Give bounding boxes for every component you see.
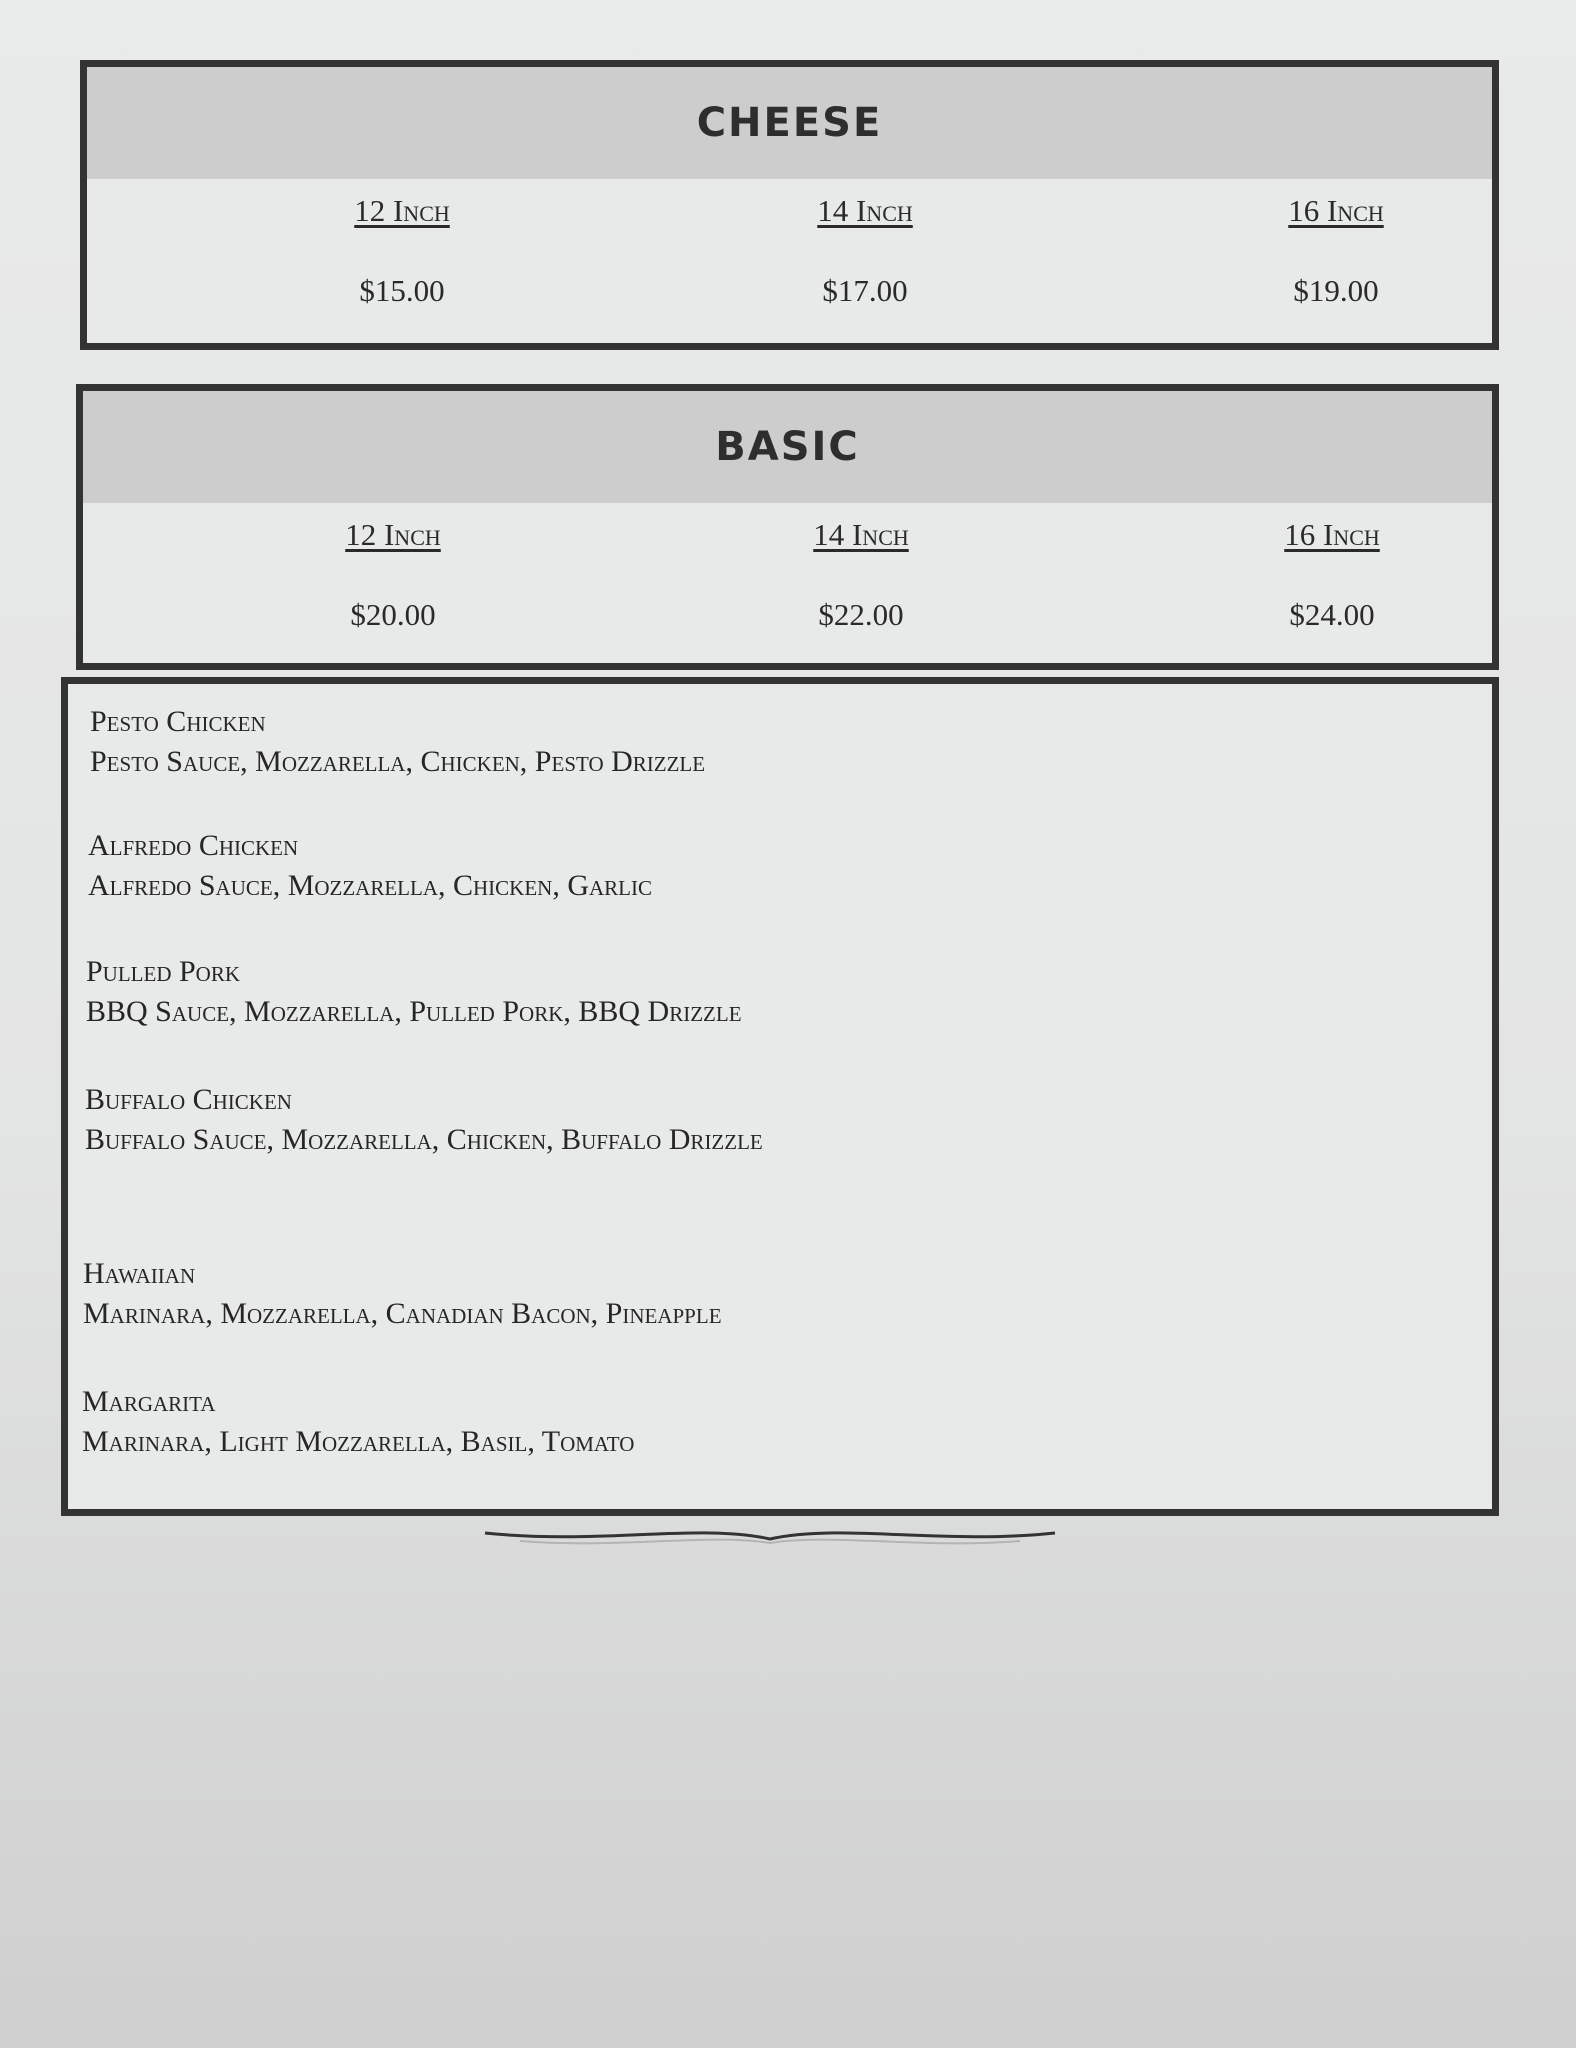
size-label: 12 Inch bbox=[345, 517, 441, 552]
list-item bbox=[85, 1080, 763, 1160]
pizza-name: Margarita bbox=[82, 1385, 216, 1418]
cheese-size-16 bbox=[1186, 179, 1486, 309]
flourish-divider-icon bbox=[480, 1515, 1060, 1565]
size-price: $15.00 bbox=[359, 273, 445, 308]
size-price: $17.00 bbox=[822, 273, 908, 308]
size-label: 14 Inch bbox=[813, 517, 909, 552]
pizza-name: Buffalo Chicken bbox=[85, 1083, 292, 1116]
size-price: $20.00 bbox=[350, 597, 436, 632]
cheese-size-row bbox=[87, 179, 1492, 339]
size-price: $19.00 bbox=[1293, 273, 1379, 308]
list-item bbox=[88, 826, 652, 906]
size-label: 14 Inch bbox=[817, 193, 913, 228]
size-label: 12 Inch bbox=[354, 193, 450, 228]
cheese-panel bbox=[80, 60, 1499, 350]
basic-size-12 bbox=[243, 503, 543, 633]
basic-size-row bbox=[83, 503, 1492, 663]
pizza-name: Pesto Chicken bbox=[90, 705, 266, 738]
pizza-toppings: Pesto Sauce, Mozzarella, Chicken, Pesto Drizzle bbox=[90, 745, 706, 778]
list-item bbox=[90, 702, 705, 782]
pizza-toppings: Marinara, Mozzarella, Canadian Bacon, Pineapple bbox=[83, 1297, 722, 1330]
basic-panel bbox=[76, 384, 1499, 670]
basic-title: BASIC bbox=[715, 424, 860, 470]
pizza-name: Alfredo Chicken bbox=[88, 829, 299, 862]
list-item bbox=[82, 1382, 634, 1462]
size-price: $22.00 bbox=[818, 597, 904, 632]
cheese-size-12 bbox=[252, 179, 552, 309]
pizza-toppings: Alfredo Sauce, Mozzarella, Chicken, Garlic bbox=[88, 869, 653, 902]
cheese-title: CHEESE bbox=[696, 100, 883, 146]
cheese-header bbox=[87, 67, 1492, 179]
pizza-name: Hawaiian bbox=[83, 1257, 196, 1290]
pizza-name: Pulled Pork bbox=[86, 955, 241, 988]
basic-size-14 bbox=[711, 503, 1011, 633]
list-item bbox=[86, 952, 742, 1032]
pizza-toppings: BBQ Sauce, Mozzarella, Pulled Pork, BBQ Drizzle bbox=[86, 995, 742, 1028]
size-price: $24.00 bbox=[1289, 597, 1375, 632]
specialty-list-panel bbox=[61, 677, 1499, 1516]
pizza-toppings: Marinara, Light Mozzarella, Basil, Tomato bbox=[82, 1425, 635, 1458]
basic-size-16 bbox=[1182, 503, 1482, 633]
cheese-size-14 bbox=[715, 179, 1015, 309]
pizza-toppings: Buffalo Sauce, Mozzarella, Chicken, Buffalo Drizzle bbox=[85, 1123, 763, 1156]
size-label: 16 Inch bbox=[1284, 517, 1380, 552]
size-label: 16 Inch bbox=[1288, 193, 1384, 228]
list-item bbox=[83, 1254, 722, 1334]
basic-header bbox=[83, 391, 1492, 503]
